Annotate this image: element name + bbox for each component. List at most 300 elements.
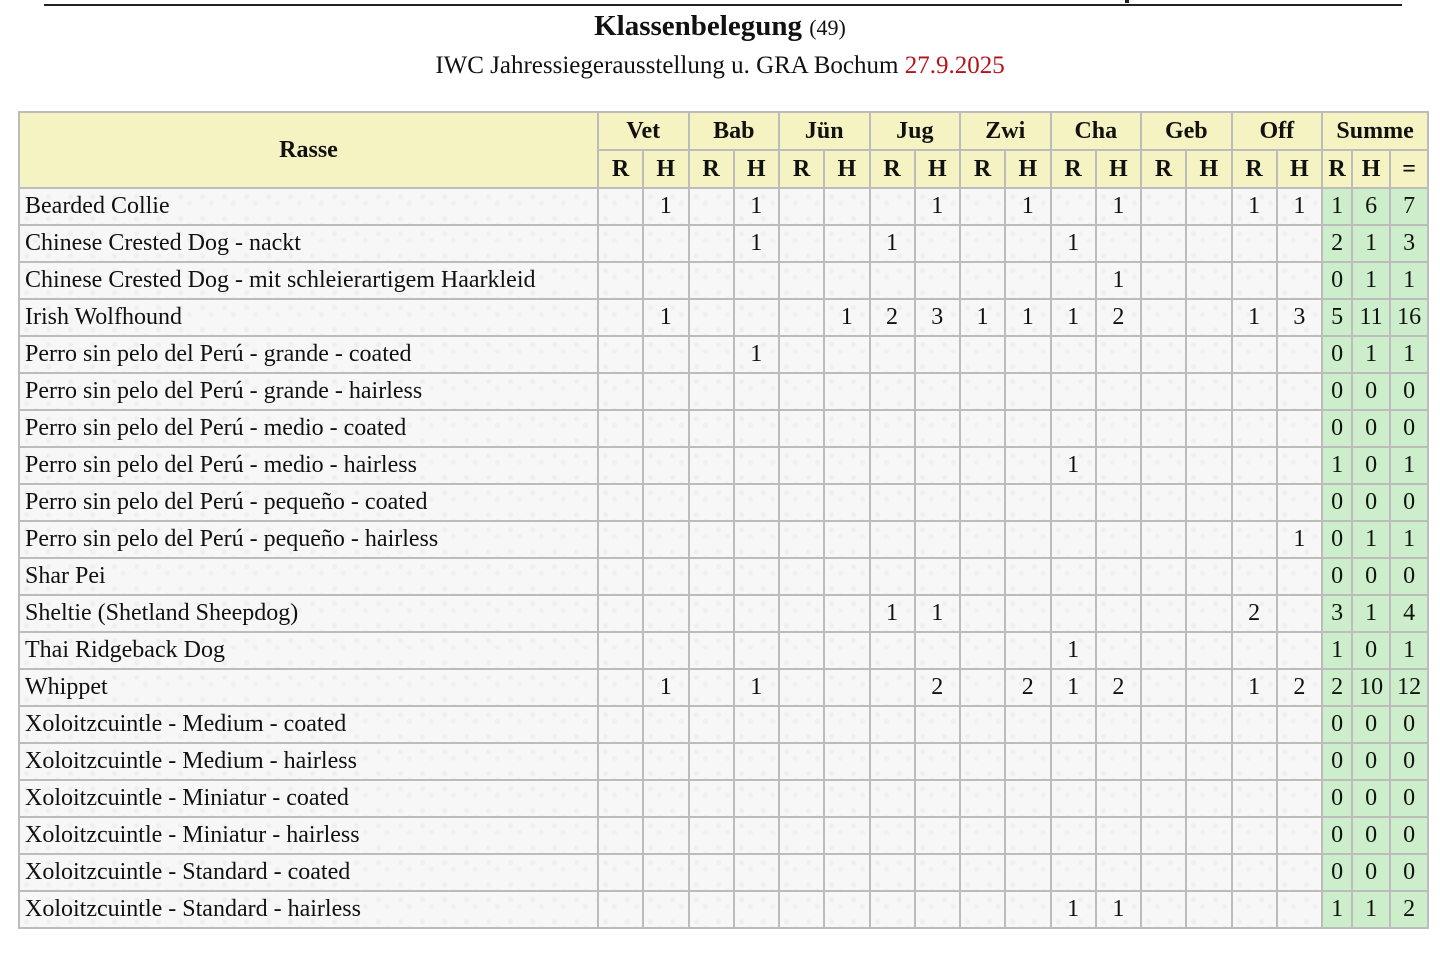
count-cell xyxy=(779,521,824,558)
count-cell xyxy=(779,706,824,743)
count-cell xyxy=(1141,447,1186,484)
sub-header-h: H xyxy=(1005,150,1051,188)
count-cell xyxy=(1186,521,1232,558)
count-cell xyxy=(1186,262,1232,299)
count-cell xyxy=(1096,632,1142,669)
count-cell xyxy=(1096,558,1142,595)
group-header-jün: Jün xyxy=(779,112,870,150)
table-row xyxy=(19,188,1428,225)
count-cell xyxy=(643,225,689,262)
breed-name: Perro sin pelo del Perú - grande - coated xyxy=(19,336,598,373)
count-cell xyxy=(1005,891,1051,928)
count-cell xyxy=(824,484,870,521)
sum-r-cell: 1 xyxy=(1322,188,1352,225)
count-cell xyxy=(598,632,643,669)
count-cell: 3 xyxy=(1277,299,1323,336)
sub-header-h: H xyxy=(824,150,870,188)
count-cell xyxy=(598,817,643,854)
count-cell xyxy=(779,484,824,521)
count-cell xyxy=(1005,854,1051,891)
sum-total-cell: 12 xyxy=(1390,669,1428,706)
count-cell xyxy=(1186,336,1232,373)
table-row xyxy=(19,743,1428,780)
count-cell xyxy=(1232,780,1277,817)
count-cell xyxy=(870,484,915,521)
count-cell xyxy=(1005,336,1051,373)
sum-h-cell: 1 xyxy=(1352,521,1390,558)
count-cell xyxy=(870,410,915,447)
count-cell xyxy=(1096,484,1142,521)
count-cell xyxy=(1141,188,1186,225)
sum-total-cell: 1 xyxy=(1390,447,1428,484)
count-cell xyxy=(824,632,870,669)
count-cell xyxy=(643,891,689,928)
sub-header-r: R xyxy=(598,150,643,188)
count-cell xyxy=(779,632,824,669)
count-cell xyxy=(1186,299,1232,336)
count-cell xyxy=(779,373,824,410)
table-body xyxy=(19,188,1428,928)
count-cell xyxy=(1051,188,1096,225)
count-cell xyxy=(1141,558,1186,595)
count-cell xyxy=(1141,706,1186,743)
sum-h-cell: 1 xyxy=(1352,595,1390,632)
sub-header-h: H xyxy=(643,150,689,188)
count-cell xyxy=(960,817,1005,854)
breed-name: Xoloitzcuintle - Medium - hairless xyxy=(19,743,598,780)
count-cell xyxy=(960,410,1005,447)
count-cell xyxy=(779,595,824,632)
count-cell xyxy=(915,854,961,891)
count-cell xyxy=(779,743,824,780)
sum-total-cell: 0 xyxy=(1390,373,1428,410)
count-cell xyxy=(598,299,643,336)
count-cell xyxy=(1186,780,1232,817)
count-cell xyxy=(689,558,734,595)
count-cell xyxy=(960,854,1005,891)
count-cell: 1 xyxy=(1232,669,1277,706)
breed-name: Sheltie (Shetland Sheepdog) xyxy=(19,595,598,632)
breed-name: Xoloitzcuintle - Miniatur - coated xyxy=(19,780,598,817)
sum-total-cell: 3 xyxy=(1390,225,1428,262)
sum-sub-header: = xyxy=(1390,150,1428,188)
breed-name: Chinese Crested Dog - mit schleierartigem Haarkleid xyxy=(19,262,598,299)
count-cell xyxy=(689,225,734,262)
sum-h-cell: 0 xyxy=(1352,558,1390,595)
count-cell xyxy=(643,410,689,447)
sum-r-cell: 0 xyxy=(1322,521,1352,558)
count-cell xyxy=(1141,632,1186,669)
count-cell xyxy=(824,410,870,447)
count-cell xyxy=(1277,336,1323,373)
count-cell xyxy=(870,558,915,595)
table-row xyxy=(19,706,1428,743)
group-header-cha: Cha xyxy=(1051,112,1142,150)
count-cell xyxy=(689,632,734,669)
count-cell xyxy=(870,373,915,410)
count-cell xyxy=(779,780,824,817)
count-cell xyxy=(1096,336,1142,373)
count-cell xyxy=(1186,706,1232,743)
count-cell xyxy=(870,743,915,780)
count-cell xyxy=(960,632,1005,669)
breed-name: Whippet xyxy=(19,669,598,706)
count-cell xyxy=(1005,780,1051,817)
sum-sub-header: R xyxy=(1322,150,1352,188)
count-cell: 1 xyxy=(915,595,961,632)
breed-column-header: Rasse xyxy=(19,112,598,188)
count-cell xyxy=(870,521,915,558)
count-cell xyxy=(689,188,734,225)
group-header-vet: Vet xyxy=(598,112,689,150)
sum-total-cell: 0 xyxy=(1390,706,1428,743)
count-cell xyxy=(1051,780,1096,817)
sum-r-cell: 3 xyxy=(1322,595,1352,632)
count-cell xyxy=(598,484,643,521)
count-cell xyxy=(960,743,1005,780)
count-cell xyxy=(1277,410,1323,447)
page-header xyxy=(0,6,1440,84)
count-cell: 1 xyxy=(1096,891,1142,928)
sum-total-cell: 1 xyxy=(1390,262,1428,299)
count-cell xyxy=(824,225,870,262)
count-cell xyxy=(1141,891,1186,928)
count-cell xyxy=(1005,817,1051,854)
count-cell xyxy=(915,632,961,669)
sum-h-cell: 10 xyxy=(1352,669,1390,706)
count-cell xyxy=(734,447,780,484)
sum-r-cell: 0 xyxy=(1322,484,1352,521)
count-cell xyxy=(1141,225,1186,262)
count-cell: 2 xyxy=(870,299,915,336)
breed-name: Shar Pei xyxy=(19,558,598,595)
count-cell xyxy=(960,447,1005,484)
count-cell xyxy=(598,521,643,558)
count-cell xyxy=(1232,373,1277,410)
breed-name: Bearded Collie xyxy=(19,188,598,225)
sum-h-cell: 11 xyxy=(1352,299,1390,336)
sum-r-cell: 1 xyxy=(1322,891,1352,928)
count-cell xyxy=(1096,373,1142,410)
count-cell xyxy=(824,854,870,891)
count-cell xyxy=(1051,521,1096,558)
count-cell: 1 xyxy=(1005,188,1051,225)
count-cell xyxy=(734,817,780,854)
count-cell xyxy=(689,336,734,373)
count-cell xyxy=(643,780,689,817)
count-cell xyxy=(915,225,961,262)
count-cell xyxy=(1096,225,1142,262)
count-cell xyxy=(1005,484,1051,521)
count-cell xyxy=(1005,632,1051,669)
count-cell xyxy=(915,447,961,484)
count-cell: 1 xyxy=(734,188,780,225)
sum-h-cell: 1 xyxy=(1352,336,1390,373)
count-cell xyxy=(915,891,961,928)
count-cell xyxy=(689,854,734,891)
count-cell xyxy=(689,780,734,817)
count-cell xyxy=(1141,336,1186,373)
sum-r-cell: 5 xyxy=(1322,299,1352,336)
count-cell xyxy=(1277,484,1323,521)
count-cell xyxy=(1186,891,1232,928)
page-title xyxy=(0,6,1440,48)
group-header-geb: Geb xyxy=(1141,112,1232,150)
count-cell xyxy=(779,558,824,595)
sum-h-cell: 0 xyxy=(1352,817,1390,854)
count-cell xyxy=(1277,595,1323,632)
count-cell xyxy=(1096,706,1142,743)
count-cell xyxy=(870,854,915,891)
count-cell xyxy=(1051,854,1096,891)
table-row xyxy=(19,521,1428,558)
entry-count: (49) xyxy=(809,15,846,40)
count-cell xyxy=(915,484,961,521)
count-cell xyxy=(1051,595,1096,632)
count-cell xyxy=(870,669,915,706)
count-cell xyxy=(1232,447,1277,484)
count-cell xyxy=(779,669,824,706)
count-cell xyxy=(598,447,643,484)
count-cell: 2 xyxy=(1005,669,1051,706)
sum-total-cell: 0 xyxy=(1390,817,1428,854)
count-cell xyxy=(643,632,689,669)
count-cell xyxy=(1186,854,1232,891)
count-cell xyxy=(779,225,824,262)
count-cell xyxy=(779,262,824,299)
count-cell xyxy=(689,373,734,410)
sum-total-cell: 0 xyxy=(1390,854,1428,891)
count-cell xyxy=(1186,225,1232,262)
count-cell xyxy=(1186,817,1232,854)
count-cell: 1 xyxy=(1051,632,1096,669)
breed-name: Xoloitzcuintle - Standard - hairless xyxy=(19,891,598,928)
table-row xyxy=(19,299,1428,336)
count-cell: 3 xyxy=(915,299,961,336)
count-cell xyxy=(1232,225,1277,262)
breed-name: Chinese Crested Dog - nackt xyxy=(19,225,598,262)
count-cell xyxy=(915,521,961,558)
group-header-off: Off xyxy=(1232,112,1323,150)
count-cell xyxy=(689,484,734,521)
count-cell: 1 xyxy=(1051,225,1096,262)
count-cell xyxy=(915,373,961,410)
count-cell xyxy=(870,188,915,225)
count-cell xyxy=(1005,373,1051,410)
count-cell: 1 xyxy=(915,188,961,225)
clipped-glyph xyxy=(1125,0,1129,3)
count-cell xyxy=(1096,817,1142,854)
count-cell xyxy=(1141,484,1186,521)
sum-r-cell: 0 xyxy=(1322,336,1352,373)
sum-total-cell: 1 xyxy=(1390,521,1428,558)
sub-header-r: R xyxy=(689,150,734,188)
count-cell xyxy=(689,817,734,854)
count-cell xyxy=(1186,669,1232,706)
sub-header-r: R xyxy=(960,150,1005,188)
count-cell xyxy=(1096,780,1142,817)
count-cell xyxy=(643,484,689,521)
sum-h-cell: 6 xyxy=(1352,188,1390,225)
table-row xyxy=(19,669,1428,706)
count-cell: 1 xyxy=(643,188,689,225)
table-row xyxy=(19,447,1428,484)
count-cell xyxy=(1051,484,1096,521)
count-cell xyxy=(598,558,643,595)
count-cell xyxy=(689,262,734,299)
group-header-zwi: Zwi xyxy=(960,112,1051,150)
count-cell xyxy=(870,336,915,373)
table-row xyxy=(19,410,1428,447)
count-cell xyxy=(598,373,643,410)
count-cell xyxy=(734,410,780,447)
table-row xyxy=(19,484,1428,521)
count-cell xyxy=(1096,410,1142,447)
sum-r-cell: 0 xyxy=(1322,410,1352,447)
sum-total-cell: 0 xyxy=(1390,780,1428,817)
count-cell xyxy=(689,669,734,706)
count-cell xyxy=(598,743,643,780)
count-cell xyxy=(1141,299,1186,336)
count-cell xyxy=(1051,262,1096,299)
group-header-row xyxy=(19,112,1428,150)
count-cell xyxy=(643,558,689,595)
count-cell xyxy=(1141,410,1186,447)
sub-header-r: R xyxy=(779,150,824,188)
count-cell xyxy=(1186,558,1232,595)
count-cell xyxy=(643,595,689,632)
count-cell xyxy=(960,706,1005,743)
count-cell xyxy=(734,262,780,299)
count-cell xyxy=(1277,817,1323,854)
count-cell xyxy=(824,780,870,817)
sum-total-cell: 2 xyxy=(1390,891,1428,928)
count-cell xyxy=(598,595,643,632)
count-cell xyxy=(824,188,870,225)
count-cell: 1 xyxy=(1096,262,1142,299)
sum-h-cell: 0 xyxy=(1352,706,1390,743)
count-cell xyxy=(1186,410,1232,447)
count-cell xyxy=(598,780,643,817)
count-cell: 2 xyxy=(915,669,961,706)
count-cell xyxy=(598,188,643,225)
sum-r-cell: 0 xyxy=(1322,854,1352,891)
count-cell: 2 xyxy=(1232,595,1277,632)
count-cell xyxy=(960,188,1005,225)
table-row xyxy=(19,336,1428,373)
sum-r-cell: 1 xyxy=(1322,632,1352,669)
sum-r-cell: 0 xyxy=(1322,817,1352,854)
table-row xyxy=(19,558,1428,595)
sub-header-h: H xyxy=(1186,150,1232,188)
count-cell xyxy=(1277,706,1323,743)
count-cell: 1 xyxy=(1277,188,1323,225)
count-cell xyxy=(689,595,734,632)
sum-h-cell: 1 xyxy=(1352,891,1390,928)
count-cell xyxy=(915,780,961,817)
count-cell xyxy=(598,891,643,928)
count-cell xyxy=(960,558,1005,595)
sum-r-cell: 0 xyxy=(1322,706,1352,743)
count-cell: 1 xyxy=(1232,188,1277,225)
sum-h-cell: 0 xyxy=(1352,484,1390,521)
count-cell xyxy=(960,373,1005,410)
count-cell xyxy=(1232,336,1277,373)
count-cell xyxy=(734,558,780,595)
count-cell xyxy=(824,558,870,595)
count-cell xyxy=(1186,595,1232,632)
count-cell: 1 xyxy=(960,299,1005,336)
count-cell xyxy=(1005,706,1051,743)
count-cell xyxy=(824,595,870,632)
count-cell xyxy=(1186,484,1232,521)
breed-name: Thai Ridgeback Dog xyxy=(19,632,598,669)
table-row xyxy=(19,854,1428,891)
count-cell xyxy=(1232,854,1277,891)
count-cell: 2 xyxy=(1096,299,1142,336)
count-cell xyxy=(734,632,780,669)
title-text: Klassenbelegung xyxy=(594,10,802,42)
breed-name: Xoloitzcuintle - Medium - coated xyxy=(19,706,598,743)
count-cell xyxy=(1232,891,1277,928)
sum-total-cell: 0 xyxy=(1390,410,1428,447)
sum-r-cell: 2 xyxy=(1322,669,1352,706)
count-cell xyxy=(643,706,689,743)
count-cell: 1 xyxy=(734,225,780,262)
count-cell xyxy=(915,410,961,447)
sum-h-cell: 0 xyxy=(1352,632,1390,669)
count-cell xyxy=(643,373,689,410)
sum-r-cell: 0 xyxy=(1322,373,1352,410)
count-cell xyxy=(689,706,734,743)
count-cell xyxy=(824,817,870,854)
count-cell xyxy=(1277,743,1323,780)
count-cell xyxy=(870,447,915,484)
count-cell xyxy=(689,743,734,780)
group-header-summe: Summe xyxy=(1322,112,1428,150)
count-cell xyxy=(1051,558,1096,595)
count-cell: 1 xyxy=(734,669,780,706)
count-cell: 1 xyxy=(1051,669,1096,706)
count-cell xyxy=(1186,373,1232,410)
sum-r-cell: 0 xyxy=(1322,262,1352,299)
count-cell xyxy=(915,262,961,299)
count-cell: 1 xyxy=(734,336,780,373)
count-cell xyxy=(870,262,915,299)
count-cell xyxy=(1232,743,1277,780)
breed-name: Perro sin pelo del Perú - medio - coated xyxy=(19,410,598,447)
count-cell xyxy=(734,299,780,336)
sum-h-cell: 0 xyxy=(1352,743,1390,780)
count-cell xyxy=(1141,669,1186,706)
sum-h-cell: 0 xyxy=(1352,373,1390,410)
count-cell xyxy=(598,706,643,743)
count-cell: 1 xyxy=(643,299,689,336)
count-cell xyxy=(1141,373,1186,410)
count-cell xyxy=(1005,410,1051,447)
count-cell xyxy=(1096,854,1142,891)
count-cell xyxy=(1005,262,1051,299)
breed-name: Irish Wolfhound xyxy=(19,299,598,336)
count-cell xyxy=(1141,743,1186,780)
sum-r-cell: 1 xyxy=(1322,447,1352,484)
sum-total-cell: 1 xyxy=(1390,336,1428,373)
table-row xyxy=(19,891,1428,928)
count-cell xyxy=(1277,447,1323,484)
count-cell xyxy=(915,817,961,854)
count-cell xyxy=(1141,262,1186,299)
sum-h-cell: 0 xyxy=(1352,410,1390,447)
